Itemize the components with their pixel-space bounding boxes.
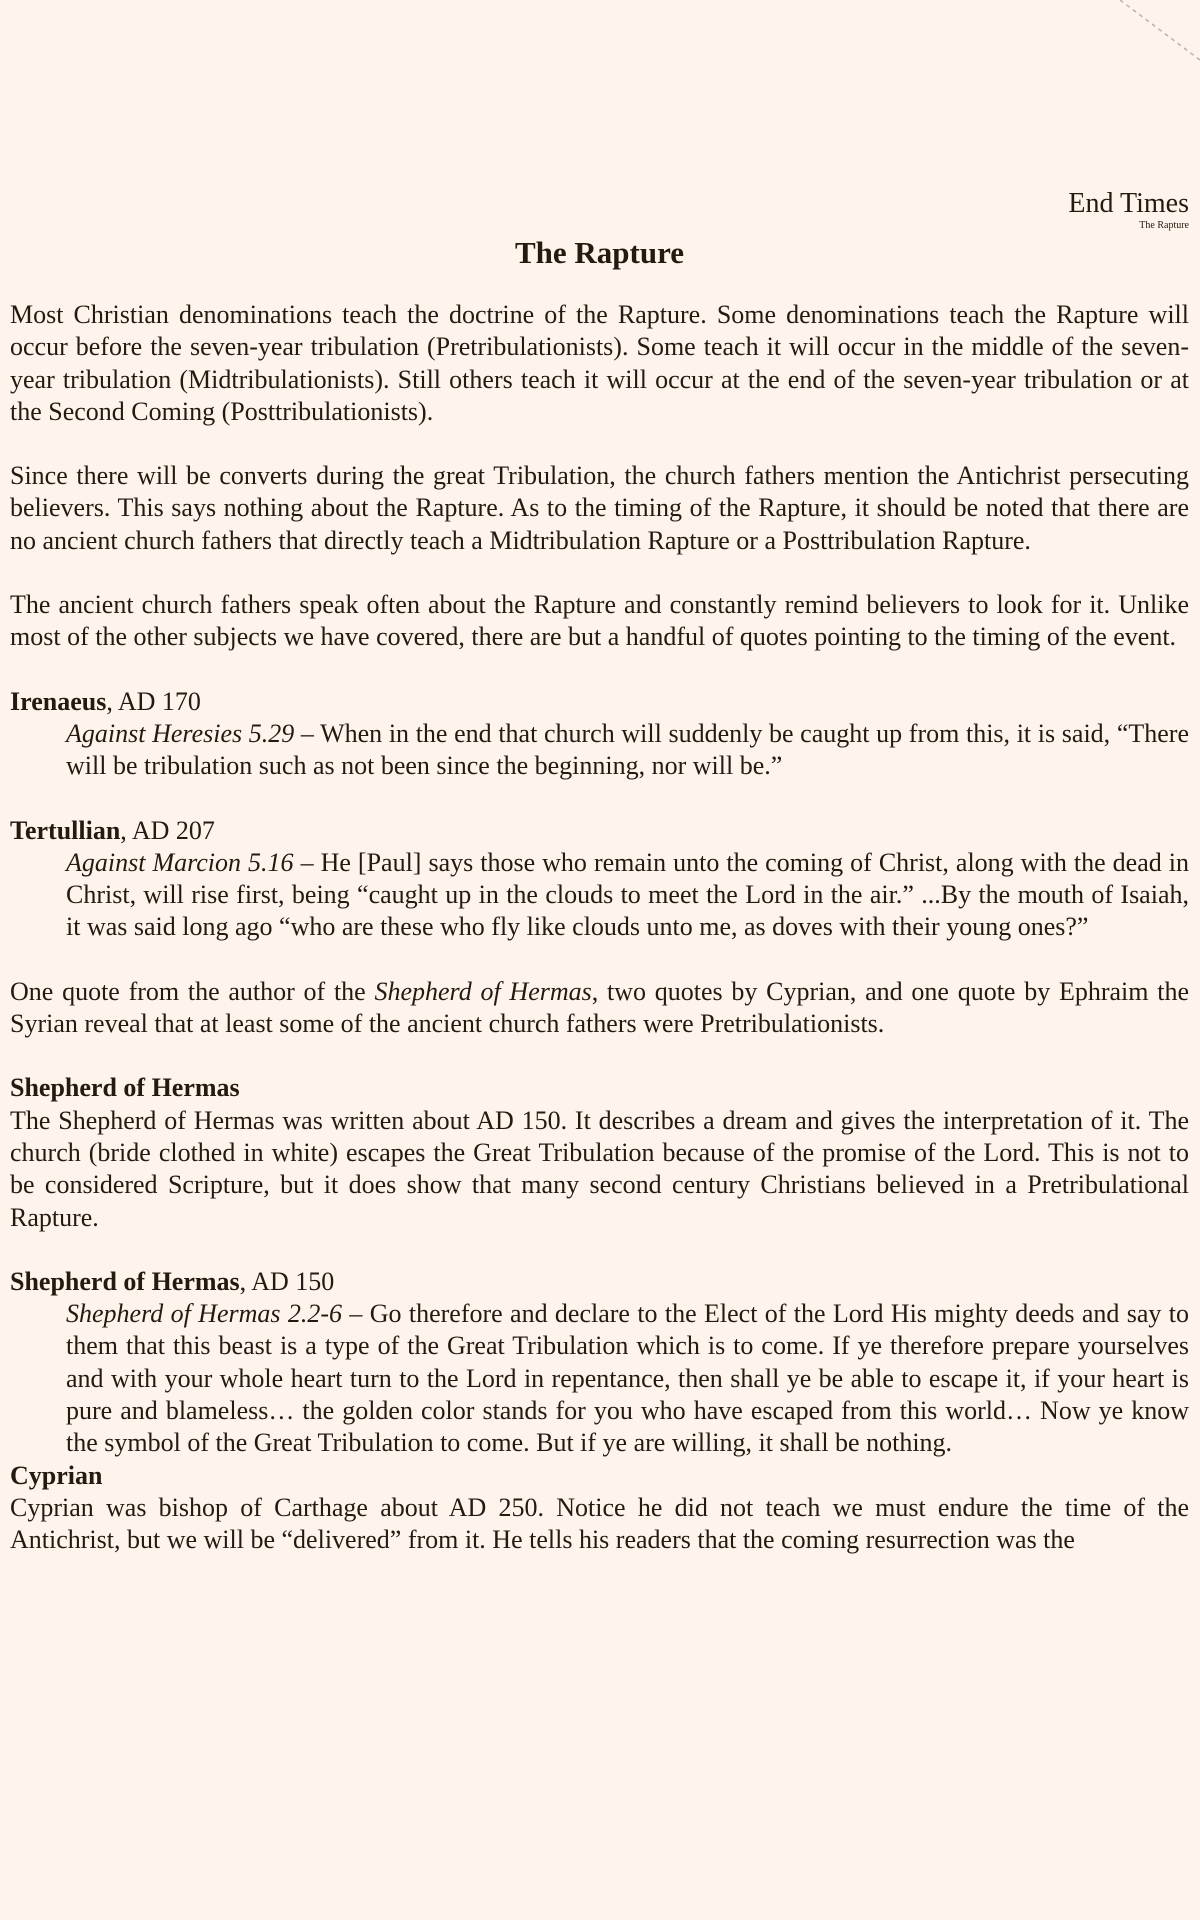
shepherd-quote-text: – Go therefore and declare to the Elect of the Lord His mighty deeds and say to them that this beast is a type of the Great Tribulation which is to come. If ye therefore prepare yourselves and with your whole heart turn to the Lord in repentance, then shall ye be able to escape it, if your heart is pure and blameless… the golden color stands for you who have escaped from this world… Now ye know the symbol of the Great Tribulation to come. But if ye are willing, it shall be nothing. <box>66 1299 1189 1458</box>
irenaeus-source: Against Heresies 5.29 <box>66 718 295 748</box>
cyprian-heading <box>10 1460 1189 1492</box>
running-header <box>10 190 1189 231</box>
shepherd-section-heading <box>10 1072 1189 1104</box>
shepherd-section-heading-text: Shepherd of Hermas <box>10 1073 240 1103</box>
shepherd-quote <box>66 1298 1189 1459</box>
shepherd-quote-name: Shepherd of Hermas <box>10 1266 240 1296</box>
intro-paragraph-2: Since there will be converts during the great Tribulation, the church fathers mention the Antichrist persecuting believers. This says nothing about the Rapture. As to the timing of the Rapture, it should be noted that there are no ancient church fathers that directly teach a Midtribulation Rapture or a Posttribulation Rapture. <box>10 461 1189 555</box>
cyprian-paragraph: Cyprian was bishop of Carthage about AD 250. Notice he did not teach we must endure the time of the Antichrist, but we will be “delivered” from it. He tells his readers that the coming resurrection was the <box>10 1492 1189 1555</box>
irenaeus-name: Irenaeus <box>10 686 107 716</box>
tertullian-heading <box>10 815 1189 847</box>
shepherd-quote-heading <box>10 1266 1189 1298</box>
shepherd-quote-date: , AD 150 <box>239 1266 335 1296</box>
irenaeus-date: , AD 170 <box>106 686 201 716</box>
running-header-title: End Times <box>1068 188 1189 219</box>
tertullian-date: , AD 207 <box>120 815 215 845</box>
tertullian-name: Tertullian <box>10 815 121 845</box>
irenaeus-heading <box>10 686 1189 718</box>
page-corner-fold <box>1120 0 1200 70</box>
intro-paragraph-1: Most Christian denominations teach the doctrine of the Rapture. Some denominations teach the Rapture will occur before the seven-year tribulation (Pretribulationists). Some teach it will occur in the middle of the seven-year tribulation (Midtribulationists). Still others teach it will occur at the end of the seven-year tribulation or at the Second Coming (Posttribulationists). <box>10 300 1189 426</box>
document-page <box>10 190 1189 1557</box>
cyprian-heading-text: Cyprian <box>10 1460 103 1490</box>
shepherd-quote-source: Shepherd of Hermas 2.2-6 <box>66 1299 343 1329</box>
transition-paragraph <box>10 976 1189 1041</box>
irenaeus-quote <box>66 718 1189 783</box>
tertullian-quote-text: – He [Paul] says those who remain unto the coming of Christ, along with the dead in Christ, will rise first, being “caught up in the clouds to meet the Lord in the air.” ...By the mouth of Isaiah, it was said long ago “who are these who fly like clouds unto me, as doves with their young ones?” <box>66 847 1190 942</box>
page-title: The Rapture <box>514 235 685 270</box>
running-header-subtitle: The Rapture <box>1139 220 1189 231</box>
transition-text-before: One quote from the author of the <box>10 976 375 1006</box>
irenaeus-quote-text: – When in the end that church will suddenly be caught up from this, it is said, “There will be tribulation such as not been since the beginning, nor will be.” <box>66 718 1189 781</box>
transition-text-after: , two quotes by Cyprian, and one quote by Ephraim the Syrian reveal that at least some of the ancient church fathers were Pretribulationists. <box>10 976 1189 1039</box>
intro-paragraph-3: The ancient church fathers speak often about the Rapture and constantly remind believers to look for it. Unlike most of the other subjects we have covered, there are but a handful of quotes pointing to the timing of the event. <box>10 590 1189 652</box>
transition-italic-title: Shepherd of Hermas <box>374 976 592 1006</box>
shepherd-section-paragraph: The Shepherd of Hermas was written about AD 150. It describes a dream and gives the interpretation of it. The church (bride clothed in white) escapes the Great Tribulation because of the promise of the Lord. This is not to be considered Scripture, but it does show that many second century Christians believed in a Pretribulational Rapture. <box>10 1105 1189 1232</box>
tertullian-quote <box>66 847 1189 944</box>
tertullian-source: Against Marcion 5.16 <box>66 847 294 877</box>
